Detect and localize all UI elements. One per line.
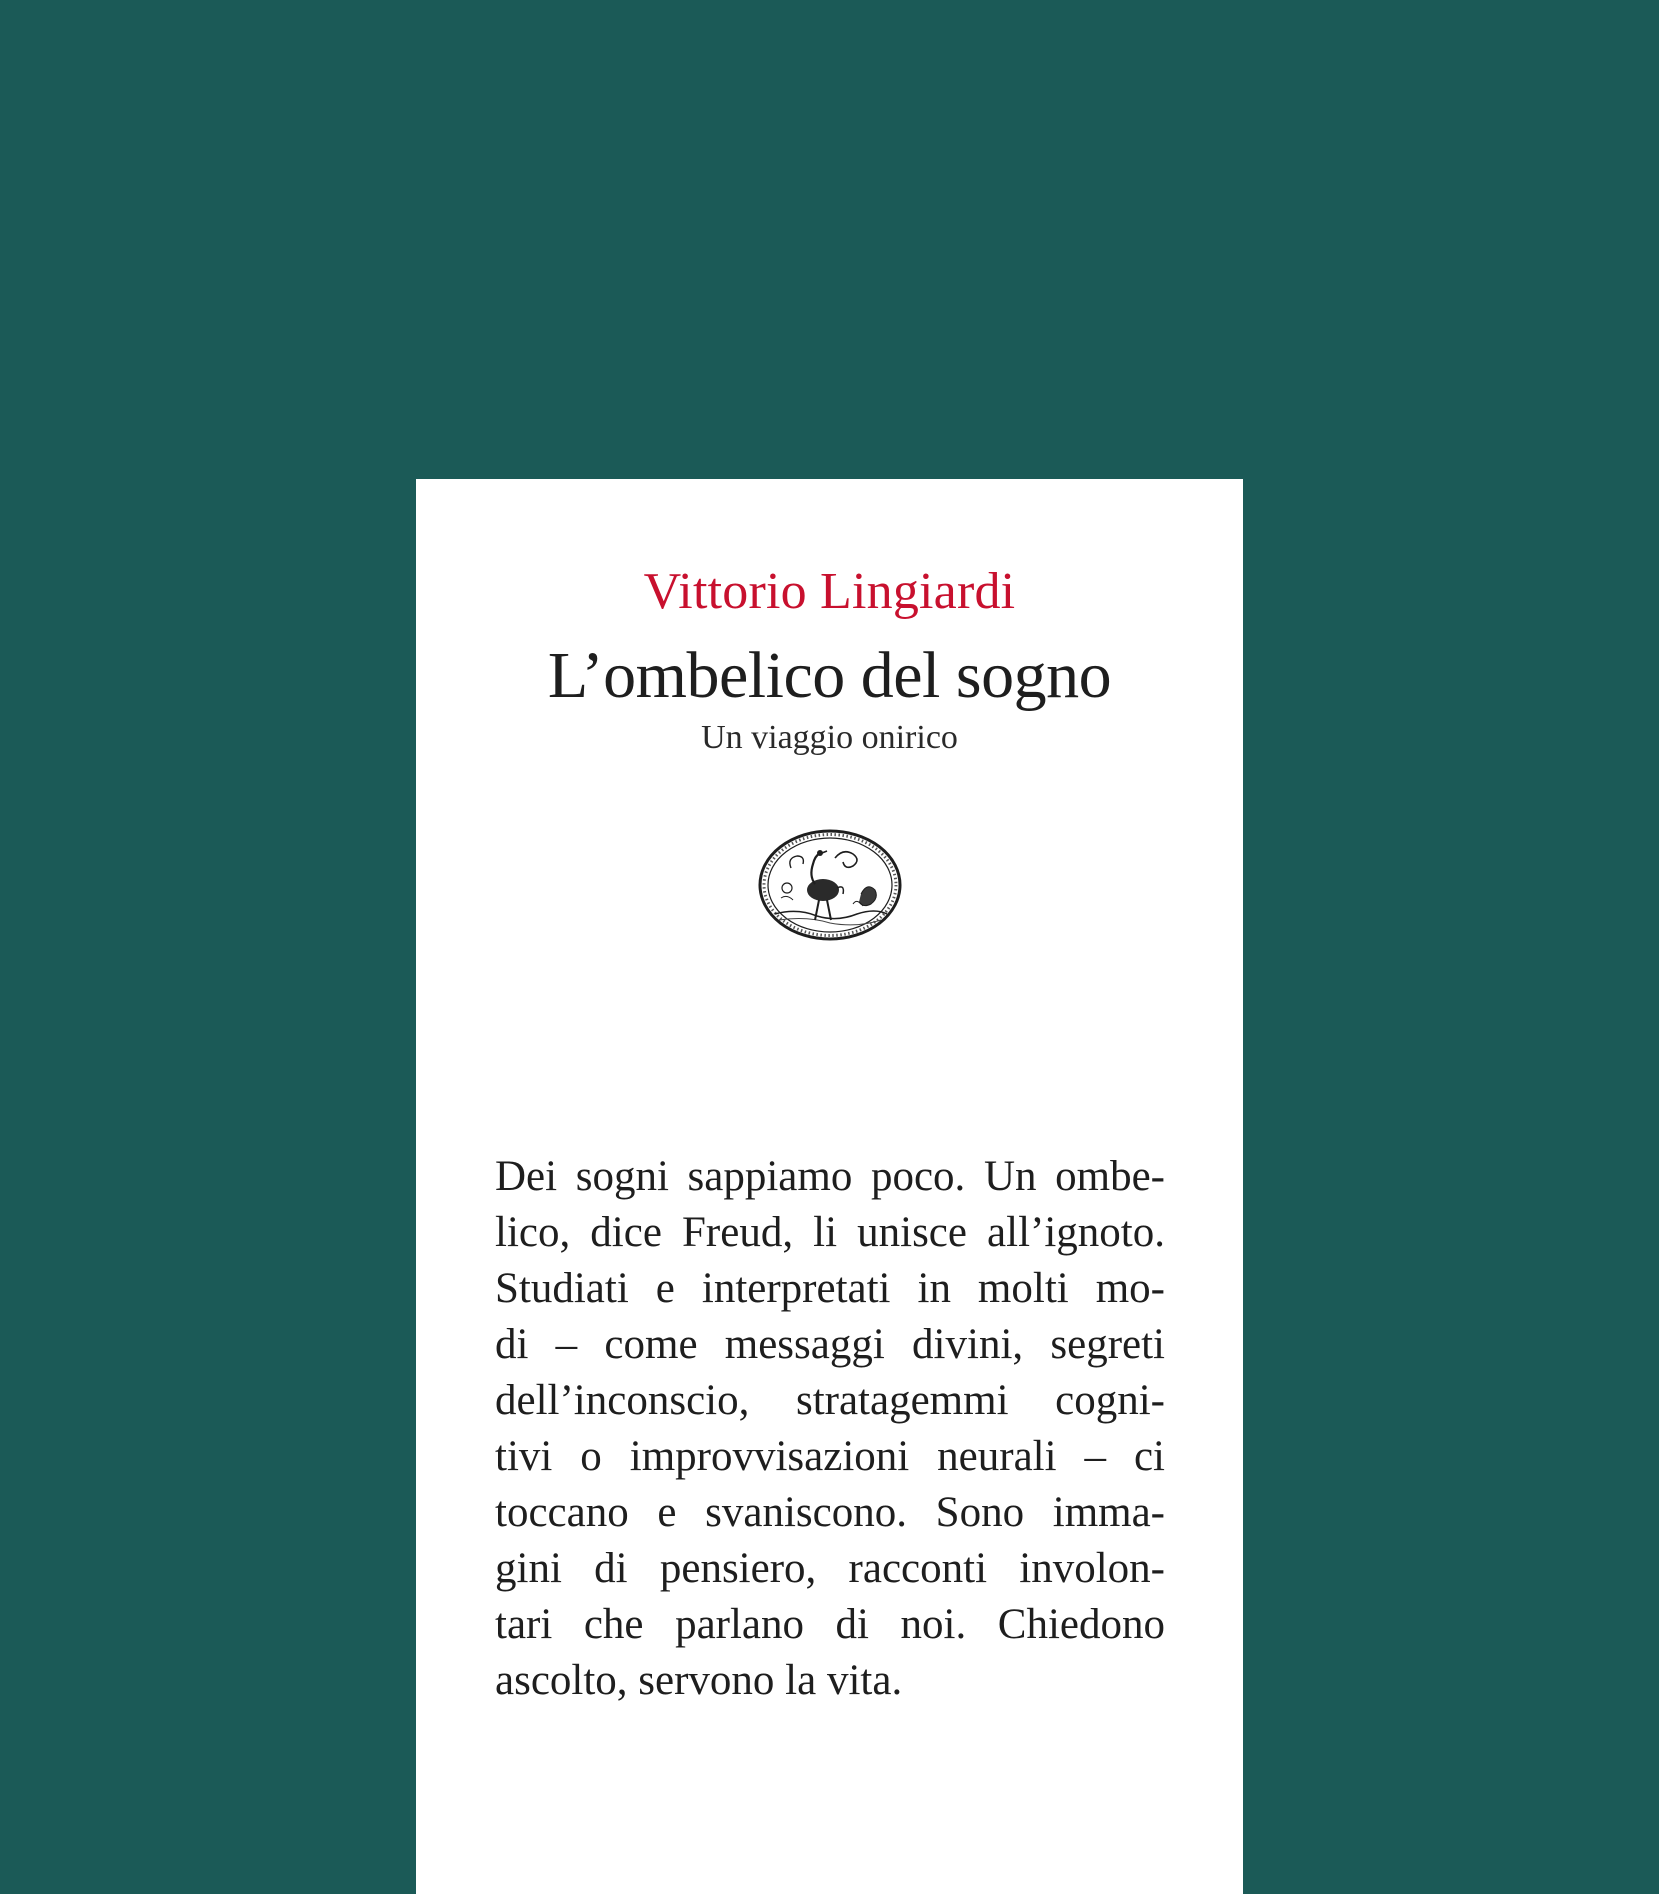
- blurb-line: tari che parlano di noi. Chiedono: [495, 1601, 1165, 1648]
- author-name: Vittorio Lingiardi: [643, 563, 1016, 620]
- ostrich-seal-emblem-icon: [757, 828, 903, 942]
- cover-white-panel: [416, 479, 1243, 1894]
- blurb-line: di – come messaggi divini, segreti: [495, 1321, 1165, 1368]
- blurb-line: Dei sogni sappiamo poco. Un ombe-: [495, 1153, 1165, 1200]
- blurb-line: ascolto, servono la vita.: [495, 1657, 903, 1704]
- book-subtitle: Un viaggio onirico: [701, 719, 958, 756]
- book-title: L’ombelico del sogno: [547, 639, 1112, 712]
- blurb-line: lico, dice Freud, li unisce all’ignoto.: [495, 1209, 1165, 1256]
- blurb-line: toccano e svaniscono. Sono imma-: [495, 1489, 1165, 1536]
- blurb-line: gini di pensiero, racconti involon-: [495, 1545, 1165, 1592]
- blurb-line: Studiati e interpretati in molti mo-: [495, 1265, 1165, 1312]
- blurb-line: dell’inconscio, stratagemmi cogni-: [495, 1377, 1165, 1424]
- blurb-line: tivi o improvvisazioni neurali – ci: [495, 1433, 1165, 1480]
- blurb-text: [495, 1149, 1165, 1709]
